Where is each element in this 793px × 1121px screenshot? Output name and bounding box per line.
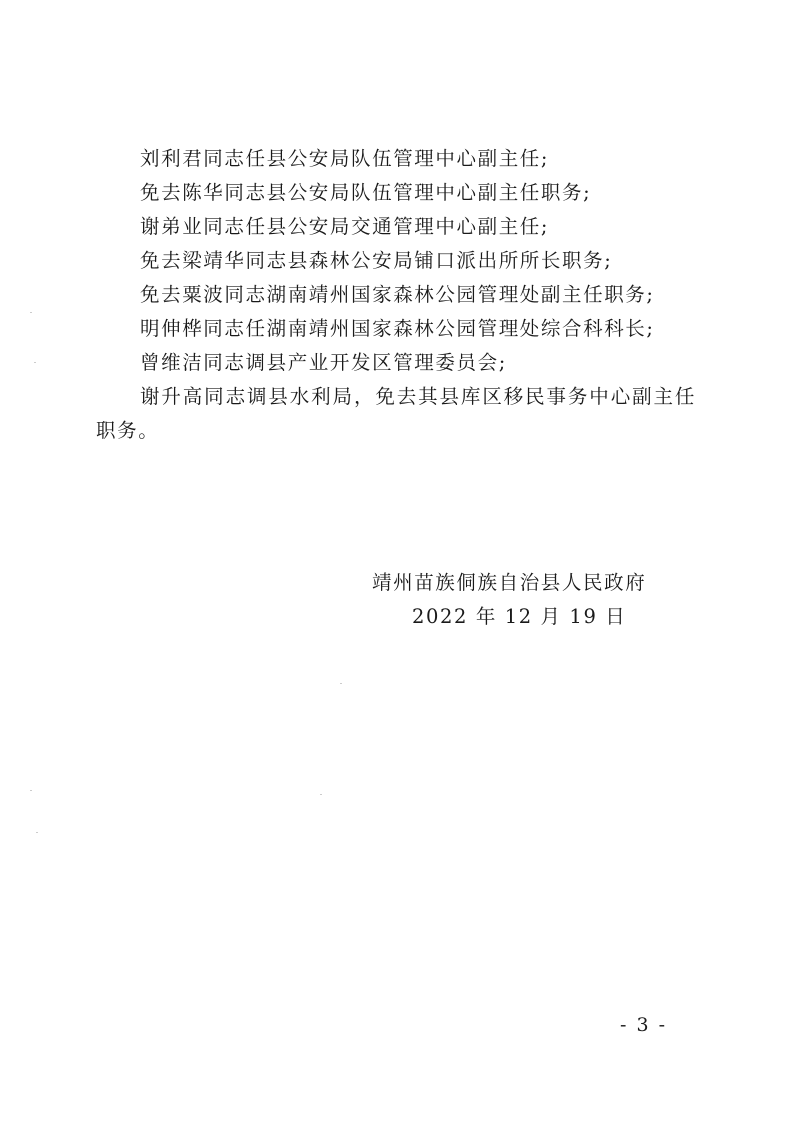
signature-organization: 靖州苗族侗族自治县人民政府 [372, 571, 647, 594]
scan-speck [320, 794, 322, 795]
signature-block [372, 566, 702, 634]
paragraph-3: 谢弟业同志任县公安局交通管理中心副主任; [140, 215, 550, 238]
page-number: - 3 - [620, 1014, 668, 1036]
paragraph-8: 谢升高同志调县水利局，免去其县库区移民事务中心副主任职务。 [96, 385, 696, 442]
scan-speck [36, 832, 38, 833]
scan-speck [34, 362, 36, 363]
paragraph-5: 免去粟波同志湖南靖州国家森林公园管理处副主任职务; [140, 283, 655, 306]
scan-speck [30, 312, 32, 313]
signature-date: 2022 年 12 月 19 日 [412, 605, 627, 628]
paragraph-1: 刘利君同志任县公安局队伍管理中心副主任; [140, 147, 550, 170]
document-body [96, 142, 716, 448]
scan-speck [340, 683, 342, 684]
scan-speck [30, 790, 32, 791]
paragraph-2: 免去陈华同志县公安局队伍管理中心副主任职务; [140, 181, 592, 204]
paragraph-4: 免去梁靖华同志县森林公安局铺口派出所所长职务; [140, 249, 613, 272]
paragraph-6: 明伸桦同志任湖南靖州国家森林公园管理处综合科科长; [140, 317, 655, 340]
paragraph-7: 曾维洁同志调县产业开发区管理委员会; [140, 351, 507, 374]
